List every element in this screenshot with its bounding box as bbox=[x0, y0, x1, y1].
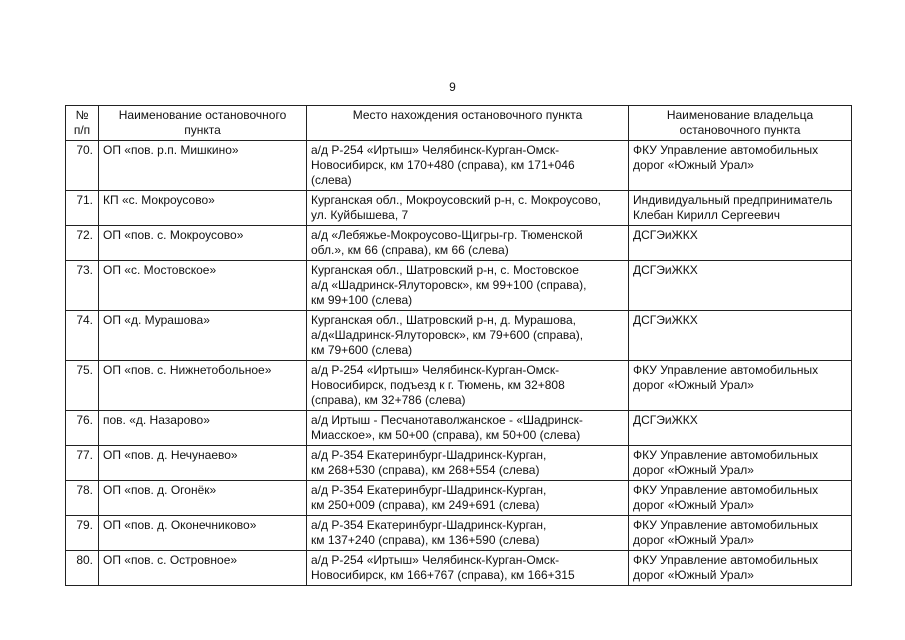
location-cell: а/д Р-254 «Иртыш» Челябинск-Курган-Омск- Новосибирск, подъезд к г. Тюмень, км 32+808 (справа), км 32+786 (слева) bbox=[307, 361, 629, 411]
row-number: 78. bbox=[66, 481, 99, 516]
location-cell: Курганская обл., Шатровский р-н, с. Мостовское а/д «Шадринск-Ялуторовск», км 99+100 (справа), км 99+100 (слева) bbox=[307, 261, 629, 311]
location-cell: Курганская обл., Мокроусовский р-н, с. Мокроусово, ул. Куйбышева, 7 bbox=[307, 191, 629, 226]
header-location: Место нахождения остановочного пункта bbox=[307, 106, 629, 141]
stop-name-cell: ОП «д. Мурашова» bbox=[99, 311, 307, 361]
location-cell: а/д Р-354 Екатеринбург-Шадринск-Курган, км 137+240 (справа), км 136+590 (слева) bbox=[307, 516, 629, 551]
owner-cell: ФКУ Управление автомобильных дорог «Южный Урал» bbox=[629, 446, 852, 481]
stop-name-cell: пов. «д. Назарово» bbox=[99, 411, 307, 446]
owner-cell: ДСГЭиЖКХ bbox=[629, 226, 852, 261]
location-cell: Курганская обл., Шатровский р-н, д. Мурашова, а/д«Шадринск-Ялуторовск», км 79+600 (справа), км 79+600 (слева) bbox=[307, 311, 629, 361]
stop-name-cell: ОП «пов. д. Огонёк» bbox=[99, 481, 307, 516]
location-cell: а/д Р-354 Екатеринбург-Шадринск-Курган, км 250+009 (справа), км 249+691 (слева) bbox=[307, 481, 629, 516]
stop-name-cell: ОП «с. Мостовское» bbox=[99, 261, 307, 311]
header-stop-name: Наименование остановочного пункта bbox=[99, 106, 307, 141]
table-row bbox=[66, 551, 852, 586]
table-row bbox=[66, 481, 852, 516]
location-cell: а/д «Лебяжье-Мокроусово-Щигры-гр. Тюменской обл.», км 66 (справа), км 66 (слева) bbox=[307, 226, 629, 261]
row-number: 70. bbox=[66, 141, 99, 191]
row-number: 71. bbox=[66, 191, 99, 226]
stop-name-cell: ОП «пов. д. Нечунаево» bbox=[99, 446, 307, 481]
row-number: 77. bbox=[66, 446, 99, 481]
stop-name-cell: ОП «пов. р.п. Мишкино» bbox=[99, 141, 307, 191]
owner-cell: Индивидуальный предприниматель Клебан Кирилл Сергеевич bbox=[629, 191, 852, 226]
row-number: 79. bbox=[66, 516, 99, 551]
location-cell: а/д Р-354 Екатеринбург-Шадринск-Курган, км 268+530 (справа), км 268+554 (слева) bbox=[307, 446, 629, 481]
owner-cell: ФКУ Управление автомобильных дорог «Южный Урал» bbox=[629, 141, 852, 191]
owner-cell: ДСГЭиЖКХ bbox=[629, 261, 852, 311]
stop-name-cell: КП «с. Мокроусово» bbox=[99, 191, 307, 226]
bus-stops-table bbox=[65, 105, 852, 586]
owner-cell: ФКУ Управление автомобильных дорог «Южный Урал» bbox=[629, 361, 852, 411]
table-row bbox=[66, 226, 852, 261]
table-row bbox=[66, 516, 852, 551]
table-row bbox=[66, 361, 852, 411]
table-row bbox=[66, 411, 852, 446]
owner-cell: ФКУ Управление автомобильных дорог «Южный Урал» bbox=[629, 551, 852, 586]
stop-name-cell: ОП «пов. с. Нижнетобольное» bbox=[99, 361, 307, 411]
owner-cell: ФКУ Управление автомобильных дорог «Южный Урал» bbox=[629, 516, 852, 551]
owner-cell: ДСГЭиЖКХ bbox=[629, 311, 852, 361]
stop-name-cell: ОП «пов. с. Мокроусово» bbox=[99, 226, 307, 261]
stop-name-cell: ОП «пов. д. Оконечниково» bbox=[99, 516, 307, 551]
row-number: 74. bbox=[66, 311, 99, 361]
location-cell: а/д Р-254 «Иртыш» Челябинск-Курган-Омск- Новосибирск, км 170+480 (справа), км 171+046 (слева) bbox=[307, 141, 629, 191]
stop-name-cell: ОП «пов. с. Островное» bbox=[99, 551, 307, 586]
header-num: № п/п bbox=[66, 106, 99, 141]
table-row bbox=[66, 261, 852, 311]
table-row bbox=[66, 311, 852, 361]
row-number: 80. bbox=[66, 551, 99, 586]
row-number: 73. bbox=[66, 261, 99, 311]
table-row bbox=[66, 446, 852, 481]
table-row bbox=[66, 191, 852, 226]
table-header-row bbox=[66, 106, 852, 141]
owner-cell: ДСГЭиЖКХ bbox=[629, 411, 852, 446]
row-number: 75. bbox=[66, 361, 99, 411]
table-row bbox=[66, 141, 852, 191]
row-number: 72. bbox=[66, 226, 99, 261]
row-number: 76. bbox=[66, 411, 99, 446]
location-cell: а/д Р-254 «Иртыш» Челябинск-Курган-Омск- Новосибирск, км 166+767 (справа), км 166+315 bbox=[307, 551, 629, 586]
owner-cell: ФКУ Управление автомобильных дорог «Южный Урал» bbox=[629, 481, 852, 516]
page-number: 9 bbox=[449, 80, 456, 94]
location-cell: а/д Иртыш - Песчанотаволжанское - «Шадринск- Миасское», км 50+00 (справа), км 50+00 (слева) bbox=[307, 411, 629, 446]
header-owner: Наименование владельца остановочного пункта bbox=[629, 106, 852, 141]
